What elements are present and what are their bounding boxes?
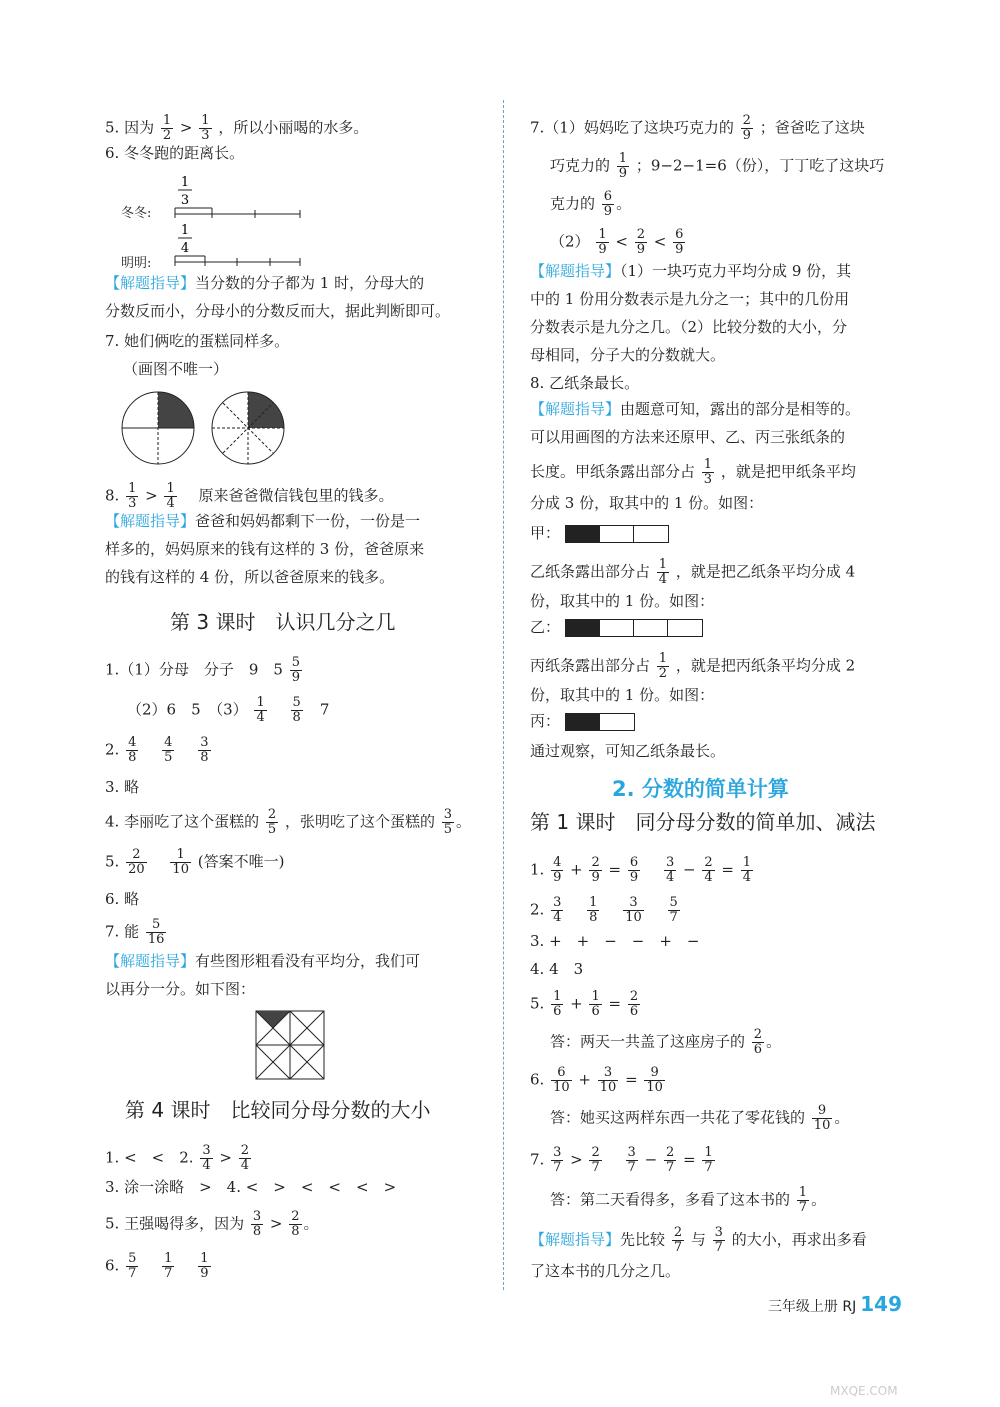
r-answer-7a: 7.（1）妈妈吃了这块巧克力的 $\frac{2}{9}$ ；爸爸吃了这块 (530, 113, 865, 143)
answer-5: 5. 因为 $\frac{1}{2}$ > $\frac{1}{3}$ ，所以小丽喝的水多。 (105, 113, 369, 143)
svg-text:1: 1 (180, 223, 190, 238)
l3-answer-3: 3. 略 (105, 778, 140, 796)
c-answer-1: 1. $\frac{4}{9}$ + $\frac{2}{9}$ = $\frac{6}{9}$ $\frac{3}{4}$ − $\frac{2}{4}$ = $\frac{1}{4}$ (530, 855, 751, 885)
l3-answer-2: 2. $\frac{4}{8}$ $\frac{4}{5}$ $\frac{3}{8}$ (105, 735, 209, 765)
r-hint-8-8: 份，取其中的 1 份。如图： (530, 686, 715, 704)
answer-7-note: （画图不唯一） (123, 360, 229, 378)
r-hint-8-4: 分成 3 份，取其中的 1 份。如图： (530, 494, 764, 512)
hint-8: 【解题指导】爸爸和妈妈都剩下一份，一份是一 (105, 512, 421, 530)
svg-text:1: 1 (180, 175, 190, 190)
r-answer-7b: 巧克力的 $\frac{1}{9}$ ；9−2−1=6（份），丁丁吃了这块巧 (550, 151, 885, 181)
answer-7: 7. 她们俩吃的蛋糕同样多。 (105, 332, 290, 350)
r-hint-8-6: 份，取其中的 1 份。如图： (530, 592, 715, 610)
strip-jia: 甲： (530, 522, 669, 544)
c-hint-7: 【解题指导】先比较 $\frac{2}{7}$ 与 $\frac{3}{7}$ 的大小，再求出多看 (530, 1225, 867, 1255)
dongdong-label: 冬冬: (121, 206, 152, 221)
l3-answer-6: 6. 略 (105, 890, 140, 908)
grid-figure (255, 1010, 327, 1082)
r-hint-7-2: 中的 1 份用分数表示是九分之一；其中的几份用 (530, 290, 850, 308)
c-answer-2: 2. $\frac{3}{4}$ $\frac{1}{8}$ $\frac{3}{10}$ $\frac{5}{7}$ (530, 895, 678, 925)
watermark: MXQE.COM (830, 1384, 898, 1398)
l4-answer-1: 1. < < 2. $\frac{3}{4}$ > $\frac{2}{4}$ (105, 1143, 249, 1173)
svg-text:3: 3 (180, 193, 190, 208)
answer-8: 8. $\frac{1}{3}$ > $\frac{1}{4}$ 原来爸爸微信钱包里的钱多。 (105, 481, 394, 511)
c-answer-5: 5. $\frac{1}{6}$ + $\frac{1}{6}$ = $\frac{2}{6}$ (530, 989, 639, 1019)
r-answer-7d: （2） $\frac{1}{9}$ < $\frac{2}{9}$ < $\frac{6}{9}$ (550, 227, 684, 257)
l3-answer-4: 4. 李丽吃了这个蛋糕的 $\frac{2}{5}$ ，张明吃了这个蛋糕的 $\frac{3}{5}$ 。 (105, 807, 472, 837)
l4-answer-3: 3. 涂一涂略 > 4. < > < < < > (105, 1178, 397, 1196)
l4-answer-6: 6. $\frac{5}{7}$ $\frac{1}{7}$ $\frac{1}{9}$ (105, 1251, 209, 1281)
r-hint-8-2: 可以用画图的方法来还原甲、乙、丙三张纸条的 (530, 428, 846, 446)
r-hint-8-5: 乙纸条露出部分占 $\frac{1}{4}$ ，就是把乙纸条平均分成 4 (530, 557, 856, 587)
c-answer-6-ans: 答：她买这两样东西一共花了零花钱的 $\frac{9}{10}$ 。 (550, 1103, 850, 1133)
strip-yi: 乙： (530, 616, 703, 638)
chapter-title: 2. 分数的简单计算 (612, 777, 789, 801)
l3-hint-7: 【解题指导】有些图形粗看没有平均分，我们可 (105, 952, 421, 970)
r-answer-8: 8. 乙纸条最长。 (530, 374, 640, 392)
page-number: 149 (860, 1292, 902, 1316)
svg-text:4: 4 (180, 241, 190, 256)
c-answer-7: 7. $\frac{3}{7}$ > $\frac{2}{7}$ $\frac{3}{7}$ − $\frac{2}{7}$ = $\frac{1}{7}$ (530, 1145, 713, 1175)
l3-answer-1: 1.（1）分母 分子 9 5 $\frac{5}{9}$ (105, 655, 301, 685)
strip-bing: 丙： (530, 710, 635, 732)
c-answer-6: 6. $\frac{6}{10}$ + $\frac{3}{10}$ = $\frac{9}{10}$ (530, 1065, 663, 1095)
l3-hint-7-cont: 以再分一分。如下图： (105, 980, 256, 998)
c-answer-7-ans: 答：第二天看得多，多看了这本书的 $\frac{1}{7}$ 。 (550, 1185, 827, 1215)
c-hint-7-2: 了这本书的几分之几。 (530, 1262, 681, 1280)
hint-6-cont: 分数反而小，分母小的分数反而大，据此判断即可。 (105, 302, 451, 320)
r-hint-7-3: 分数表示是九分之几。（2）比较分数的大小，分 (530, 318, 848, 336)
r-hint-7-4: 母相同，分子大的分数就大。 (530, 346, 726, 364)
r-hint-8-7: 丙纸条露出部分占 $\frac{1}{2}$ ，就是把丙纸条平均分成 2 (530, 651, 856, 681)
l3-answer-5: 5. $\frac{2}{20}$ $\frac{1}{10}$ (答案不唯一) (105, 847, 285, 877)
hint-6: 【解题指导】当分数的分子都为 1 时，分母大的 (105, 274, 425, 292)
c-answer-5-ans: 答：两天一共盖了这座房子的 $\frac{2}{6}$ 。 (550, 1027, 782, 1057)
r-hint-8-9: 通过观察，可知乙纸条最长。 (530, 742, 726, 760)
r-hint-8-3: 长度。甲纸条露出部分占 $\frac{1}{3}$ ，就是把甲纸条平均 (530, 457, 856, 487)
l3-answer-1b: （2）6 5 （3） $\frac{1}{4}$ $\frac{5}{8}$ 7 (127, 695, 330, 725)
r-hint-7: 【解题指导】（1）一块巧克力平均分成 9 份，其 (530, 262, 852, 280)
page-footer (768, 1292, 902, 1316)
c-answer-4: 4. 4 3 (530, 960, 584, 978)
grade-label: 三年级上册 RJ (767, 1299, 857, 1315)
hint-8-cont2: 的钱有这样的 4 份，所以爸爸原来的钱多。 (105, 568, 395, 586)
mingming-label: 明明: (121, 256, 152, 271)
c-answer-3: 3. + + − − + − (530, 932, 700, 950)
r-answer-7c: 克力的 $\frac{6}{9}$ 。 (550, 189, 632, 219)
l4-answer-5: 5. 王强喝得多，因为 $\frac{3}{8}$ > $\frac{2}{8}$ 。 (105, 1209, 319, 1239)
l3-answer-7: 7. 能 $\frac{5}{16}$ (105, 917, 165, 947)
hint-8-cont: 样多的，妈妈原来的钱有这样的 3 份，爸爸原来 (105, 540, 425, 558)
r-hint-8: 【解题指导】由题意可知，露出的部分是相等的。 (530, 400, 861, 418)
lesson-3-title: 第 3 课时 认识几分之几 (170, 610, 396, 634)
lesson-1-title: 第 1 课时 同分母分数的简单加、减法 (530, 810, 876, 834)
column-divider (503, 100, 504, 1290)
lesson-4-title: 第 4 课时 比较同分母分数的大小 (125, 1098, 431, 1122)
cake-circles (120, 390, 300, 470)
answer-6: 6. 冬冬跑的距离长。 (105, 144, 245, 162)
